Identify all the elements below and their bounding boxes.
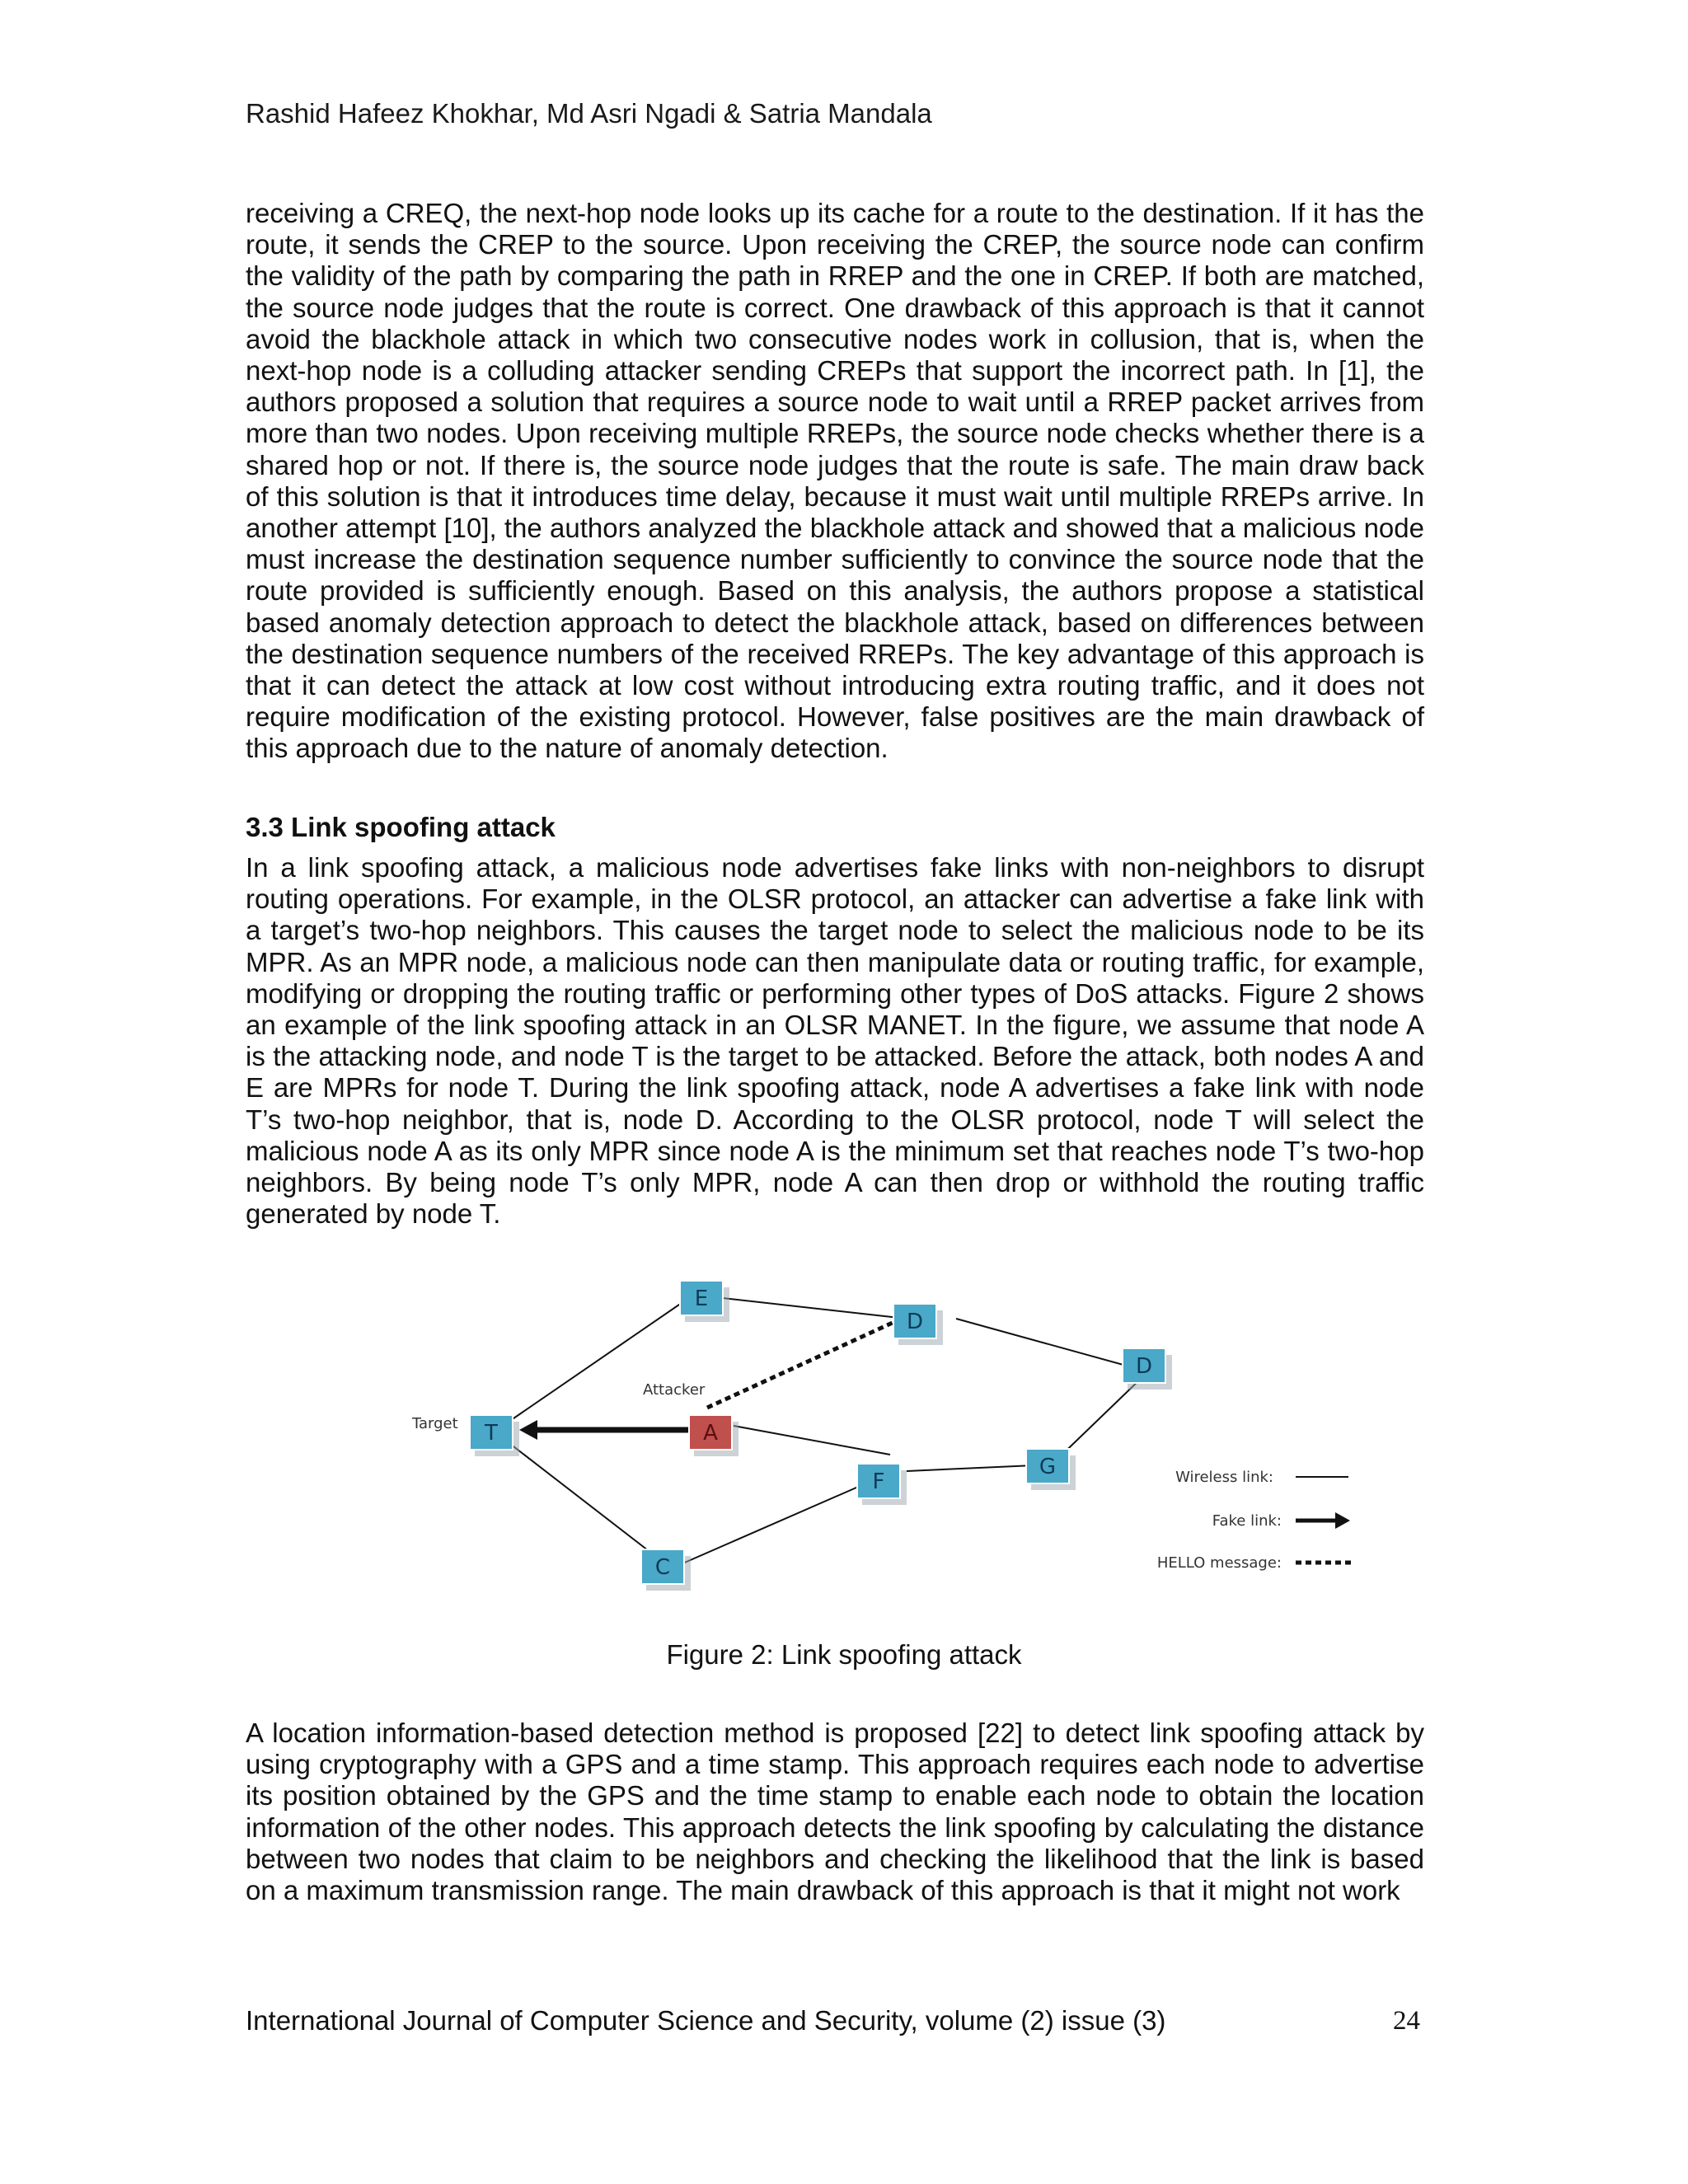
link-F-G <box>907 1465 1034 1471</box>
legend <box>1157 1469 1352 1572</box>
link-T-E <box>503 1296 692 1426</box>
legend-wireless-label: Wireless link: <box>1175 1469 1273 1486</box>
figure-caption: Figure 2: Link spoofing attack <box>666 1639 1022 1670</box>
link-A-F <box>734 1426 890 1455</box>
network-diagram <box>396 1261 1368 1615</box>
figure-link-spoofing <box>396 1261 1368 1615</box>
node-label: E <box>694 1286 709 1311</box>
paragraph: receiving a CREQ, the next-hop node looks up its cache for a route to the destination. If it has the route, it sends the CREP to the source. Upon receiving the CREP, the source node can confirm the validity of the path by comparing the path in RREP and the one in CREP. If both are matched, the source node judges that the route is correct. One drawback of this approach is that it cannot avoid the blackhole attack in which two consecutive nodes work in collusion, that is, when the next-hop node is a colluding attacker sending CREPs that support the incorrect path. In [1], the authors proposed a solution that requires a source node to wait until a RREP packet arrives from more than two nodes. Upon receiving multiple RREPs, the source node checks whether there is a shared hop or not. If there is, the source node judges that the route is safe. The main draw back of this solution is that it introduces time delay, because it must wait until multiple RREPs arrive. In another attempt [10], the authors analyzed the blackhole attack and showed that a malicious node must increase the destination sequence number sufficiently to convince the source node that the route provided is sufficiently enough. Based on this analysis, the authors propose a statistical based anomaly detection approach to detect the blackhole attack, based on differences between the destination sequence numbers of the received RREPs. The key advantage of this approach is that it can detect the attack at low cost without introducing extra routing traffic, and it does not require modification of the existing protocol. However, false positives are the main drawback of this approach due to the nature of anomaly detection. <box>246 198 1424 764</box>
link-T-C <box>503 1438 666 1564</box>
legend-fake-arrowhead <box>1335 1512 1350 1529</box>
node-label: D <box>906 1310 924 1334</box>
section-heading: 3.3 Link spoofing attack <box>246 812 556 842</box>
page-number: 24 <box>1393 2006 1420 2036</box>
legend-hello-label: HELLO message: <box>1156 1554 1282 1572</box>
node-label: T <box>485 1421 498 1446</box>
node-label: G <box>1039 1455 1057 1479</box>
running-header: Rashid Hafeez Khokhar, Md Asri Ngadi & Satria Mandala <box>246 98 932 129</box>
node-label: C <box>654 1555 671 1580</box>
paragraph: In a link spoofing attack, a malicious node advertises fake links with non-neighbors to disrupt routing operations. For example, in the OLSR protocol, an attacker can advertise a fake link with a target’s two-hop neighbors. This causes the target node to select the malicious node to be its MPR. As an MPR node, a malicious node can then manipulate data or routing traffic, for example, modifying or dropping the routing traffic or performing other types of DoS attacks. Figure 2 shows an example of the link spoofing attack in an OLSR MANET. In the figure, we assume that node A is the attacking node, and node T is the target to be attacked. Before the attack, both nodes A and E are MPRs for node T. During the link spoofing attack, node A advertises a fake link with node T’s two-hop neighbor, that is, node D. According to the OLSR protocol, node T will select the malicious node A as its only MPR since node A is the minimum set that reaches node T’s two-hop neighbors. By being node T’s only MPR, node A can then drop or withhold the routing traffic generated by node T. <box>246 852 1424 1230</box>
fake-link-arrowhead <box>519 1420 537 1440</box>
node-label: A <box>703 1421 718 1446</box>
legend-fake-label: Fake link: <box>1212 1512 1282 1530</box>
attacker-label: Attacker <box>643 1381 706 1399</box>
link-D1-D2 <box>956 1319 1129 1366</box>
node-label: F <box>872 1469 885 1494</box>
hello-message-A-D <box>707 1317 905 1408</box>
paragraph: A location information-based detection method is proposed [22] to detect link spoofing attack by using cryptography with a GPS and a time stamp. This approach requires each node to advertise its position obtained by the GPS and the time stamp to enable each node to obtain the location information of the other nodes. This approach detects the link spoofing by calculating the distance between two nodes that claim to be neighbors and checking the likelihood that the link is based on a maximum transmission range. The main drawback of this approach is that it might not work <box>246 1718 1424 1906</box>
link-E-D1 <box>701 1296 907 1319</box>
footer-journal: International Journal of Computer Science and Security, volume (2) issue (3) <box>246 2005 1166 2036</box>
target-label: Target <box>412 1415 458 1432</box>
node-label: D <box>1135 1354 1153 1379</box>
link-C-F <box>668 1482 870 1570</box>
